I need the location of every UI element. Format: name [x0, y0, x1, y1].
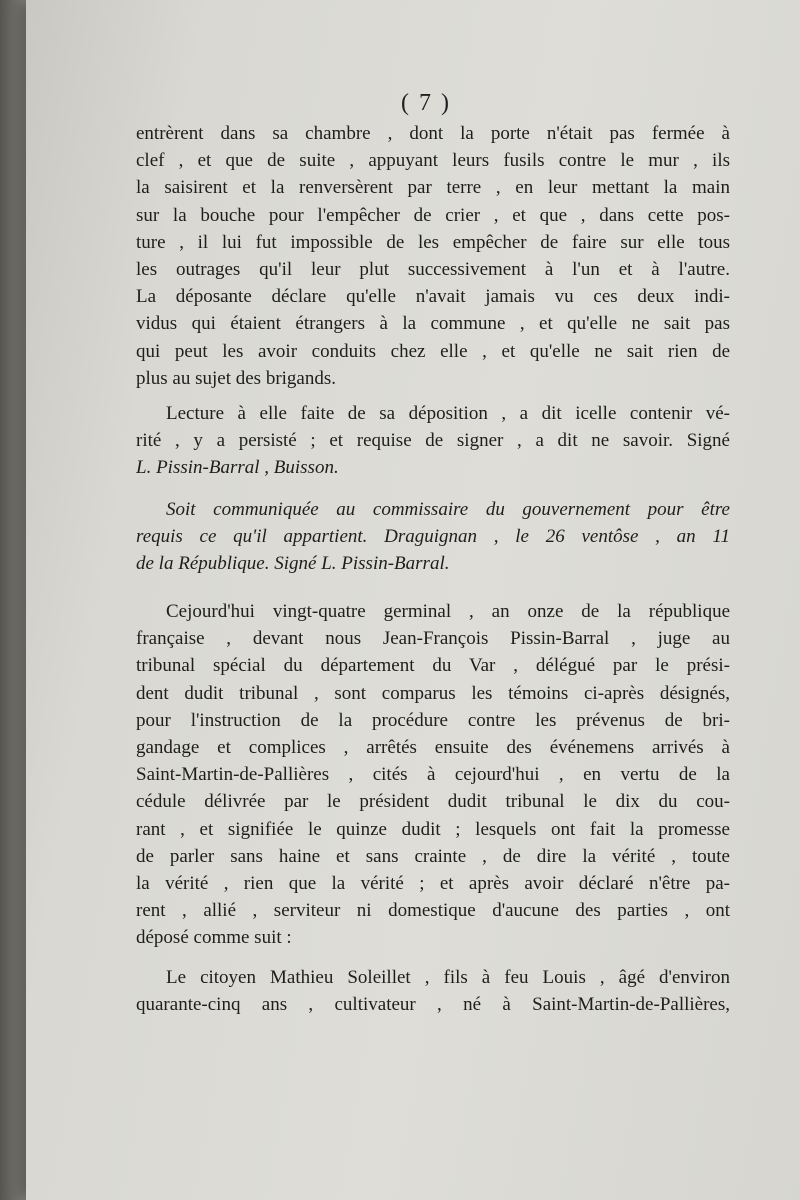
- text-line: qui peut les avoir conduits chez elle , et qu'elle ne sait rien de: [136, 340, 730, 362]
- text-line: de parler sans haine et sans crainte , de dire la vérité , toute: [136, 845, 730, 867]
- text-line: la vérité , rien que la vérité ; et après avoir déclaré n'être pa-: [136, 873, 730, 895]
- text-line: Le citoyen Mathieu Soleillet , fils à feu Louis , âgé d'environ: [166, 967, 730, 988]
- page-number: ( 7 ): [401, 90, 451, 116]
- text-line: ture , il lui fut impossible de les empêcher de faire sur elle tous: [136, 231, 730, 253]
- text-line: La déposante déclare qu'elle n'avait jamais vu ces deux indi-: [136, 286, 730, 308]
- paragraph-witness-intro: [136, 964, 730, 1018]
- text-line: tribunal spécial du département du Var , délégué par le prési-: [136, 655, 730, 677]
- text-line: quarante-cinq ans , cultivateur , né à Saint-Martin-de-Pallières,: [136, 994, 730, 1016]
- text-line: clef , et que de suite , appuyant leurs fusils contre le mur , ils: [136, 150, 730, 172]
- text-line: vidus qui étaient étrangers à la commune , et qu'elle ne sait pas: [136, 313, 730, 335]
- text-line: Lecture à elle faite de sa déposition , a dit icelle contenir vé-: [166, 403, 730, 424]
- text-line: entrèrent dans sa chambre , dont la porte n'était pas fermée à: [136, 123, 730, 144]
- text-line: Soit communiquée au commissaire du gouvernement pour être: [166, 499, 730, 520]
- paragraph-hearing-opening: [136, 598, 730, 952]
- text-line: L. Pissin-Barral , Buisson.: [136, 457, 339, 479]
- text-line: française , devant nous Jean-François Pissin-Barral , juge au: [136, 628, 730, 650]
- text-line: la saisirent et la renversèrent par terre , en leur mettant la main: [136, 177, 730, 199]
- text-line: dent dudit tribunal , sont comparus les témoins ci-après désignés,: [136, 682, 730, 704]
- text-line: gandage et complices , arrêtés ensuite des événemens arrivés à: [136, 737, 730, 759]
- text-line: pour l'instruction de la procédure contre les prévenus de bri-: [136, 709, 730, 731]
- paragraph-reading-signature: [136, 400, 730, 482]
- text-line: rité , y a persisté ; et requise de signer , a dit ne savoir. Signé: [136, 430, 730, 452]
- text-line: rant , et signifiée le quinze dudit ; lesquels ont fait la promesse: [136, 818, 730, 840]
- text-line: rent , allié , serviteur ni domestique d'aucune des parties , ont: [136, 900, 730, 922]
- text-line: Cejourd'hui vingt-quatre germinal , an onze de la république: [166, 601, 730, 622]
- paragraph-communication-order: [136, 496, 730, 578]
- text-line: cédule délivrée par le président dudit tribunal le dix du cou-: [136, 791, 730, 813]
- text-line: déposé comme suit :: [136, 927, 292, 949]
- text-line: sur la bouche pour l'empêcher de crier , et que , dans cette pos-: [136, 204, 730, 226]
- text-line: Saint-Martin-de-Pallières , cités à cejourd'hui , en vertu de la: [136, 764, 730, 786]
- paragraph-testimony-end: [136, 120, 730, 392]
- text-line: requis ce qu'il appartient. Draguignan , le 26 ventôse , an 11: [136, 526, 730, 548]
- text-line: les outrages qu'il leur plut successivement à l'un et à l'autre.: [136, 259, 730, 281]
- text-line: plus au sujet des brigands.: [136, 367, 337, 389]
- text-line: de la République. Signé L. Pissin-Barral.: [136, 553, 450, 575]
- book-page: [26, 0, 800, 1200]
